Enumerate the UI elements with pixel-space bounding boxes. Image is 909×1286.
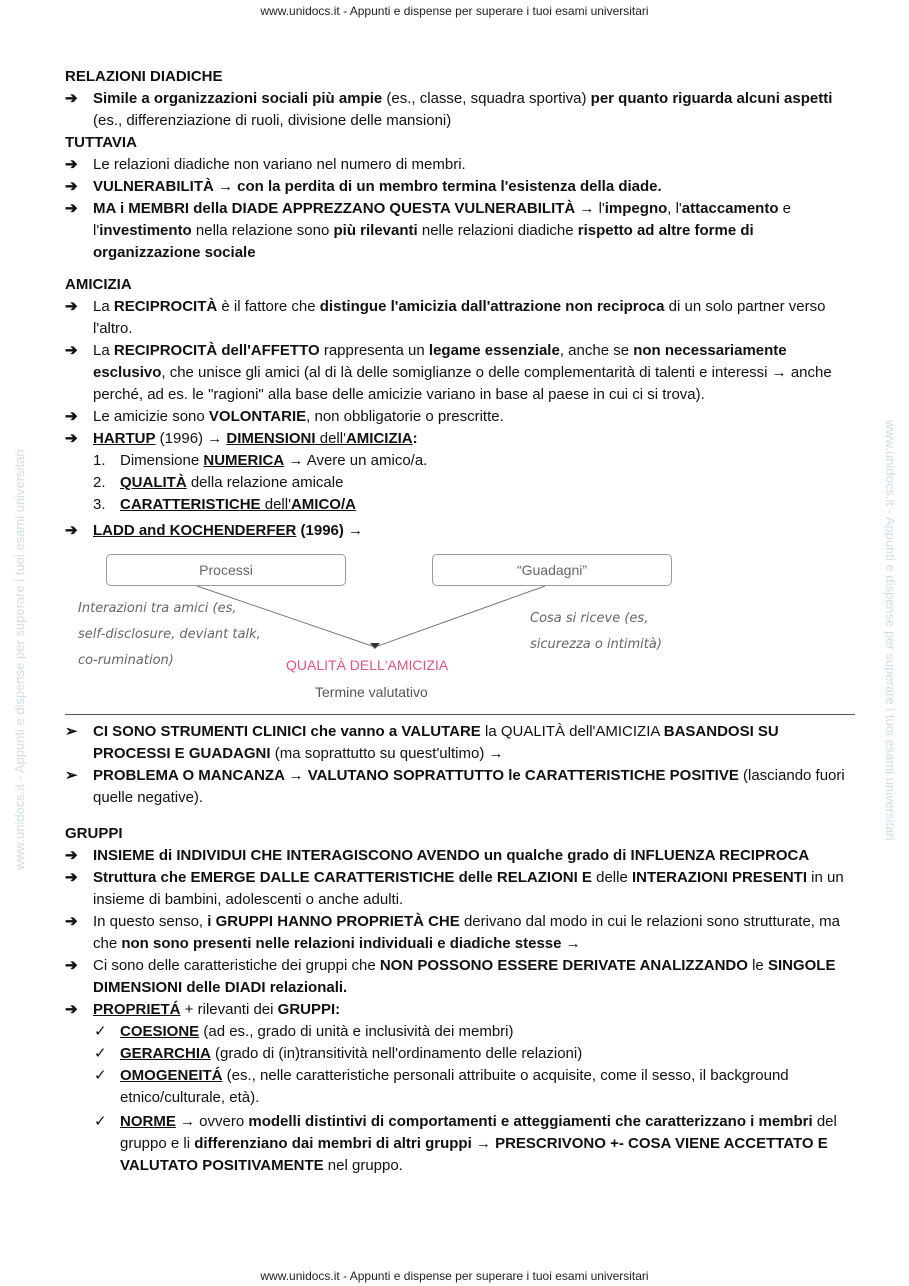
section-title-gruppi: GRUPPI: [65, 825, 123, 842]
section-title-amicizia: AMICIZIA: [65, 276, 132, 293]
evaluative-term-label: Termine valutativo: [315, 684, 428, 700]
side-watermark-right: www.unidocs.it - Appunti e dispense per superare i tuoi esami universitari: [883, 420, 898, 841]
arrow-icon: ➔: [65, 847, 78, 864]
arrow-icon: ➔: [65, 342, 78, 359]
section-title-relazioni-diadiche: RELAZIONI DIADICHE: [65, 68, 223, 85]
arrow-icon: ➔: [65, 178, 78, 195]
check-item: ✓ GERARCHIA (grado di (in)transitività nell'ordinamento delle relazioni): [65, 1043, 855, 1065]
bullet-item: ➔ PROPRIETÁ + rilevanti dei GRUPPI:: [65, 999, 855, 1021]
check-item: ✓ NORME → ovvero modelli distintivi di comportamenti e atteggiamenti che caratterizzano i membri del gruppo e li differenziano dai membri di altri gruppi → PRESCRIVONO +- COSA VIENE ACCETTATO E VALUTATO POSITIVAMENTE nel gruppo.: [94, 1113, 837, 1174]
arrow-icon: ➔: [65, 430, 78, 447]
bullet-item: ➔ Ci sono delle caratteristiche dei gruppi che NON POSSONO ESSERE DERIVATE ANALIZZANDO le SINGOLE DIMENSIONI delle DIADI relazionali.: [65, 957, 836, 996]
page-footer: www.unidocs.it - Appunti e dispense per superare i tuoi esami universitari: [260, 1269, 649, 1283]
arrow-icon: ➔: [65, 913, 78, 930]
checkmark-icon: ✓: [94, 1045, 107, 1062]
checkmark-icon: ✓: [94, 1023, 107, 1040]
bullet-item: ➔ HARTUP (1996) → DIMENSIONI dell'AMICIZIA:: [65, 428, 855, 450]
checkmark-icon: ✓: [94, 1067, 107, 1084]
friendship-quality-label: QUALITÀ DELL'AMICIZIA: [286, 657, 449, 673]
guadagni-description: Cosa si riceve (es, sicurezza o intimità): [530, 611, 662, 652]
box-processi: Processi: [106, 554, 346, 586]
bullet-item: ➔ INSIEME di INDIVIDUI CHE INTERAGISCONO AVENDO un qualche grado di INFLUENZA RECIPROCA: [65, 845, 855, 867]
arrow-icon: ➔: [65, 90, 78, 107]
bullet-item: ➢ CI SONO STRUMENTI CLINICI che vanno a VALUTARE la QUALITÀ dell'AMICIZIA BASANDOSI SU PROCESSI E GUADAGNI (ma soprattutto su quest'ultimo) →: [65, 723, 779, 762]
arrow-icon: ➔: [65, 869, 78, 886]
check-item: ✓ COESIONE (ad es., grado di unità e inclusività dei membri): [65, 1021, 855, 1043]
arrowhead-bullet-icon: ➢: [65, 767, 78, 784]
section-subtitle-tuttavia: TUTTAVIA: [65, 134, 137, 151]
friendship-quality-diagram: [65, 542, 855, 714]
arrow-icon: ➔: [65, 200, 78, 217]
arrow-icon: ➔: [65, 957, 78, 974]
arrow-icon: ➔: [65, 1001, 78, 1018]
side-watermark-left: www.unidocs.it - Appunti e dispense per superare i tuoi esami universitari: [12, 449, 27, 870]
box-guadagni: “Guadagni”: [432, 554, 672, 586]
bullet-item: ➔ In questo senso, i GRUPPI HANNO PROPRIETÀ CHE derivano dal modo in cui le relazioni sono strutturate, ma che non sono presenti nelle relazioni individuali e diadiche stesse →: [65, 913, 840, 952]
bullet-item: ➔ La RECIPROCITÀ è il fattore che distingue l'amicizia dall'attrazione non reciproca di un solo partner verso l'altro.: [65, 298, 826, 337]
bullet-item: ➔ La RECIPROCITÀ dell'AFFETTO rappresenta un legame essenziale, anche se non necessariamente esclusivo, che unisce gli amici (al di là delle somiglianze o delle complementarità di talenti e interessi → anche perché, ad es. le "ragioni" alla base delle amicizie variano in base al paese in cui ci si trova).: [65, 342, 832, 403]
bullet-item: ➔ Le relazioni diadiche non variano nel numero di membri.: [65, 154, 855, 176]
bullet-item: ➢ PROBLEMA O MANCANZA → VALUTANO SOPRATTUTTO le CARATTERISTICHE POSITIVE (lasciando fuori quelle negative).: [65, 767, 845, 806]
bullet-item: ➔ Le amicizie sono VOLONTARIE, non obbligatorie o prescritte.: [65, 406, 855, 428]
arrow-icon: ➔: [65, 156, 78, 173]
bullet-item: ➔ Struttura che EMERGE DALLE CARATTERISTICHE delle RELAZIONI E delle INTERAZIONI PRESENTI in un insieme di bambini, adolescenti o anche adulti.: [65, 869, 844, 908]
check-item: ✓ OMOGENEITÁ (es., nelle caratteristiche personali attribuite o acquisite, come il sesso, il background etnico/culturale, età).: [94, 1067, 789, 1106]
arrow-icon: ➔: [65, 408, 78, 425]
arrow-icon: ➔: [65, 522, 78, 539]
bullet-item: ➔ LADD and KOCHENDERFER (1996) →: [65, 520, 855, 542]
arrow-icon: ➔: [65, 298, 78, 315]
numbered-item: 2. QUALITÀ della relazione amicale: [93, 474, 344, 491]
bullet-item: ➔ Simile a organizzazioni sociali più ampie (es., classe, squadra sportiva) per quanto riguarda alcuni aspetti (es., differenziazione di ruoli, divisione delle mansioni): [65, 90, 833, 129]
document-body: [65, 66, 855, 1177]
bullet-item: ➔ MA i MEMBRI della DIADE APPREZZANO QUESTA VULNERABILITÀ → l'impegno, l'attaccamento e l'investimento nella relazione sono più rilevanti nelle relazioni diadiche rispetto ad altre forme di organizzazione sociale: [65, 200, 792, 261]
page-header: www.unidocs.it - Appunti e dispense per superare i tuoi esami universitari: [260, 4, 649, 18]
numbered-item: 3. CARATTERISTICHE dell'AMICO/A: [93, 496, 356, 513]
bullet-item: ➔ VULNERABILITÀ → con la perdita di un membro termina l'esistenza della diade.: [65, 176, 855, 198]
processi-description: Interazioni tra amici (es, self-disclosure, deviant talk, co-rumination): [78, 601, 261, 668]
numbered-item: 1. Dimensione NUMERICA → Avere un amico/a.: [93, 452, 428, 469]
checkmark-icon: ✓: [94, 1113, 107, 1130]
arrowhead-bullet-icon: ➢: [65, 723, 78, 740]
divider: [65, 714, 855, 715]
